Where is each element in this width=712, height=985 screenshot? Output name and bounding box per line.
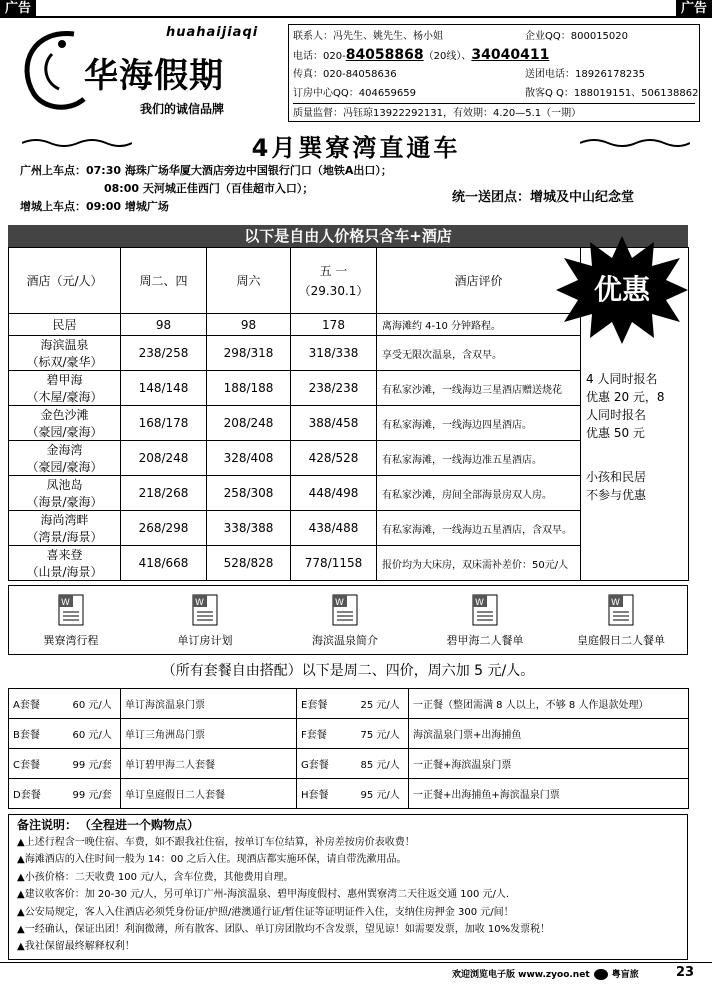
table-row: 海尚湾畔 （湾景/海景） 268/298 338/388 438/488 有私家海滩，一线海边五星酒店，含双早。 [9,511,689,546]
doc-link-bijiahai-menu[interactable]: W 碧甲海二人餐单 [429,594,541,648]
footer-text: 欢迎浏览电子版 www.zyoo.net 粤盲旅 [452,970,639,980]
header-saturday: 周六 [207,248,291,314]
table-row: 碧甲海 （木屋/豪海） 148/148 188/188 238/238 有私家沙滩，一线海边三星酒店赠送烧花 [9,371,689,406]
ad-label-right: 广告 [676,0,712,18]
table-row: 民居 98 98 178 离海滩约 4-10 分钟路程。 [9,314,689,336]
quality-supervision: 质量监督：冯钰琼13922292131，有效期：4.20—5.1（一期） [293,108,582,119]
note-item: ▲我社保留最终解释权利！ [17,941,135,953]
combo-note: （所有套餐自由搭配）以下是周二、四价，周六加 5 元/人。 [161,663,535,679]
notes-box [8,814,688,960]
note-item: ▲公安局规定，客人入住酒店必须凭身份证/护照/港澳通行证/暂住证等证明证件入住，支纳住房押金 300 元/间！ [17,906,514,918]
price-banner: 以下是自由人价格只含车+酒店 [8,225,688,247]
table-row: 海滨温泉 （标双/豪华） 238/258 298/318 318/338 享受无限次温泉，含双早。 [9,336,689,371]
header-review: 酒店评价 [377,248,581,314]
svg-text:W: W [61,598,70,608]
order-qq: 订房中心QQ：404659659 [293,88,417,99]
logo-pinyin: huahaijiaqi [166,25,259,40]
zc-boarding: 增城上车点：09:00 增城广场 [20,200,169,213]
doc-link-royal-menu[interactable]: W 皇庭假日二人餐单 [565,594,677,648]
company-qq: 企业QQ：800015020 [525,31,629,42]
contact-box [288,24,700,122]
package-table [8,688,689,809]
ticket-phone: 送团电话：18926178235 [525,69,645,80]
top-rule [0,16,712,18]
note-item: ▲一经确认，保证出团！利润微薄，所有散客、团队、单订房团散均不含发票，望见谅！如需要发票，加收 10%发票税！ [17,924,551,936]
title-block [22,128,690,162]
header-hotel: 酒店（元/人） [9,248,121,314]
ad-label-left: 广告 [0,0,36,18]
logo-slogan: 我们的诚信品牌 [140,102,225,116]
table-row: B套餐 60 元/人 单订三角洲岛门票 F套餐 75 元/人 海滨温泉门票+出海捕鱼 [9,719,689,749]
logo-name: 华海假期 [84,56,224,96]
footer-logo-icon [594,969,608,980]
notes-heading: 备注说明： （全程进一个购物点） [17,818,200,832]
header-mayday: 五 一 （29.30.1） [291,248,377,314]
table-row: D套餐 99 元/套 单订皇庭假日二人套餐 H套餐 95 元/人 一正餐+出海捕鱼+海滨温泉门票 [9,779,689,809]
note-item: ▲建议收客价：加 20-30 元/人，另可单订广州-海滨温泉、碧甲海度假村、惠州巽寮湾二天往返交通 100 元/人. [17,889,510,901]
document-links [8,585,688,655]
header-weekday: 周二、四 [121,248,207,314]
page-number: 23 [676,965,695,980]
promo-text: 4 人同时报名 优惠 20 元，8 人同时报名 优惠 50 元 小孩和民居 不参与优惠 [586,372,665,502]
svg-text:W: W [195,598,204,608]
note-item: ▲小孩价格：二天收费 100 元/人，含车位费，其他费用自理。 [17,871,294,883]
table-row: 喜来登 （山景/海景） 418/668 528/828 778/1158 报价均为大床房，双床需补差价：50元/人 [9,546,689,581]
table-row: A套餐 60 元/人 单订海滨温泉门票 E套餐 25 元/人 一正餐（整团需满 8 人以上，不够 8 人作退款处理） [9,689,689,719]
gz-boarding-line2: 08:00 天河城正佳西门（百佳超市入口）； [104,182,314,195]
doc-link-spa-intro[interactable]: W 海滨温泉简介 [289,594,401,648]
svg-text:W: W [335,598,344,608]
note-item: ▲上述行程含一晚住宿、车费，如不跟我社住宿，按单订车位结算，补房差按房价表收费！ [17,837,415,848]
discount-burst-text: 优惠 [578,270,666,310]
gz-boarding-line1: 广州上车点：07:30 海珠广场华厦大酒店旁边中国银行门口（地铁A出口）； [20,164,392,177]
table-row: 金色沙滩 （豪园/豪海） 168/178 208/248 388/458 有私家海滩，一线海边四星酒店。 [9,406,689,441]
wave-decoration-right-icon [580,139,690,147]
table-row: 金海湾 （豪园/豪海） 208/248 328/408 428/528 有私家海滩，一线海边准五星酒店。 [9,441,689,476]
table-row: C套餐 99 元/套 单订碧甲海二人套餐 G套餐 85 元/人 一正餐+海滨温泉门票 [9,749,689,779]
svg-text:W: W [475,598,484,608]
word-doc-icon [192,594,218,626]
send-point: 统一送团点：增城及中山纪念堂 [452,190,635,205]
guest-qq: 散客Q Q：188019151、506138862 [525,88,699,99]
table-row: 凤池岛 （海景/豪海） 218/268 258/308 448/498 有私家沙滩，房间全部海景房双人房。 [9,476,689,511]
page-title: 4月巽寮湾直通车 [251,134,461,162]
svg-text:W: W [611,598,620,608]
word-doc-icon [58,594,84,626]
doc-link-room-plan[interactable]: W 单订房计划 [149,594,261,648]
contact-persons: 联系人：冯先生、姚先生、杨小姐 [293,31,443,42]
brand-logo [14,22,280,120]
word-doc-icon [472,594,498,626]
word-doc-icon [332,594,358,626]
phone-alt: 34040411 [471,47,550,63]
fax: 传真：020-84058636 [293,69,397,80]
phone-lines: （20线）、 [423,51,472,62]
phone-main: 84058868 [345,47,424,63]
doc-link-itinerary[interactable]: W 巽寮湾行程 [15,594,127,648]
footer [0,962,712,985]
note-item: ▲海滩酒店的入住时间一般为 14：00 之后入住。现酒店都实施环保，请自带洗漱用品。 [17,854,407,866]
word-doc-icon [608,594,634,626]
phone-prefix: 电话：020- [293,51,346,62]
